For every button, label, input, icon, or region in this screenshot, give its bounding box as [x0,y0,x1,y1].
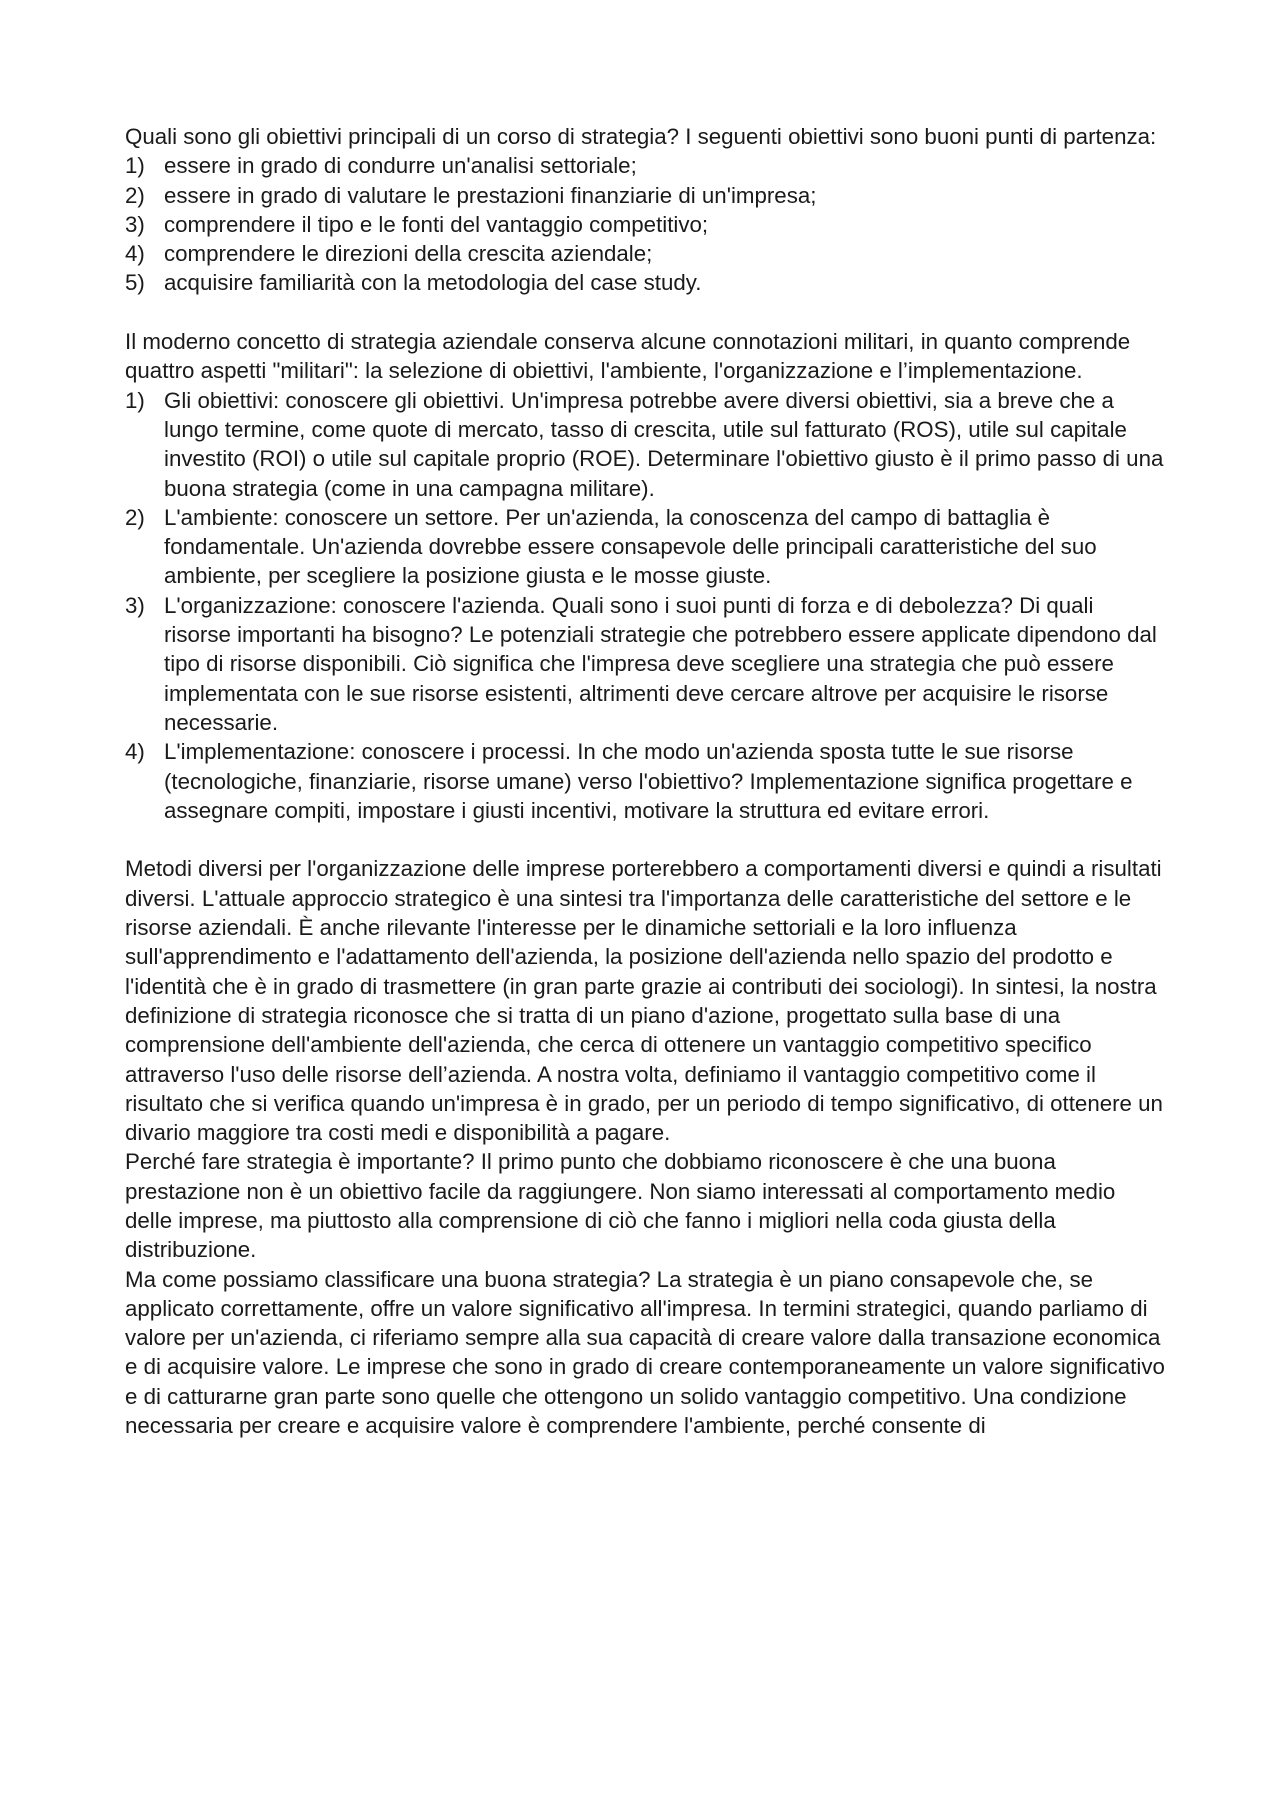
list-item [125,268,1165,297]
list-item-text: L'implementazione: conoscere i processi. In che modo un'azienda sposta tutte le sue risorse (tecnologiche, finanziarie, risorse umane) verso l'obiettivo? Implementazione significa progettare e assegnare compiti, impostare i giusti incentivi, motivare la struttura ed evitare errori. [164,739,1133,823]
list-item [125,591,1165,737]
list-item-text: comprendere il tipo e le fonti del vantaggio competitivo; [164,211,709,237]
list-item-text: comprendere le direzioni della crescita aziendale; [164,241,653,267]
objectives-list [125,151,1165,297]
importance-paragraph: Perché fare strategia è importante? Il primo punto che dobbiamo riconoscere è che una buona prestazione non è un obiettivo facile da raggiungere. Non siamo interessati al comportamento medio delle imprese, ma piuttosto alla comprensione di ciò che fanno i migliori nella coda giusta della distribuzione. [125,1149,1116,1263]
list-item-text: Gli obiettivi: conoscere gli obiettivi. Un'impresa potrebbe avere diversi obiettivi, sia a breve che a lungo termine, come quote di mercato, tasso di crescita, utile sul fatturato (ROS), utile sul capitale investito (ROI) o utile sul capitale proprio (ROE). Determinare l'obiettivo giusto è il primo passo di una buona strategia (come in una campagna militare). [164,387,1164,501]
list-item [125,737,1165,825]
list-item [125,151,1165,180]
list-number: 3) [125,592,145,618]
intro-paragraph: Quali sono gli obiettivi principali di un corso di strategia? I seguenti obiettivi sono buoni punti di partenza: [125,124,1157,149]
military-intro-paragraph: Il moderno concetto di strategia aziendale conserva alcune connotazioni militari, in quanto comprende quattro aspetti "militari": la selezione di obiettivi, l'ambiente, l'organizzazione e l’implementazione. [125,329,1131,384]
list-item-text: essere in grado di condurre un'analisi settoriale; [164,153,637,179]
list-item [125,210,1165,239]
list-number: 5) [125,270,145,296]
classify-paragraph: Ma come possiamo classificare una buona strategia? La strategia è un piano consapevole che, se applicato correttamente, offre un valore significativo all'impresa. In termini strategici, quando parliamo di valore per un'azienda, ci riferiamo sempre alla sua capacità di creare valore dalla transazione economica e di acquisire valore. Le imprese che sono in grado di creare contemporaneamente un valore significativo e di catturarne gran parte sono quelle che ottengono un solido vantaggio competitivo. Una condizione necessaria per creare e acquisire valore è comprendere l'ambiente, perché consente di [125,1266,1165,1439]
list-item [125,386,1165,503]
methods-paragraph: Metodi diversi per l'organizzazione delle imprese porterebbero a comportamenti diversi e quindi a risultati diversi. L'attuale approccio strategico è una sintesi tra l'importanza delle caratteristiche del settore e le risorse aziendali. È anche rilevante l'interesse per le dinamiche settoriali e la loro influenza sull'apprendimento e l'adattamento dell'azienda, la posizione dell'azienda nello spazio del prodotto e l'identità che è in grado di trasmettere (in gran parte grazie ai contributi dei sociologi). In sintesi, la nostra definizione di strategia riconosce che si tratta di un piano d'azione, progettato sulla base di una comprensione dell'ambiente dell'azienda, che cerca di ottenere un vantaggio competitivo specifico attraverso l'uso delle risorse dell’azienda. A nostra volta, definiamo il vantaggio competitivo come il risultato che si verifica quando un'impresa è in grado, per un periodo di tempo significativo, di ottenere un divario maggiore tra costi medi e disponibilità a pagare. [125,856,1163,1146]
list-number: 1) [125,153,145,179]
list-number: 4) [125,739,145,765]
list-number: 2) [125,182,145,208]
list-item-text: L'organizzazione: conoscere l'azienda. Quali sono i suoi punti di forza e di debolezza? Di quali risorse importanti ha bisogno? Le potenziali strategie che potrebbero essere applicate dipendono dal tipo di risorse disponibili. Ciò significa che l'impresa deve scegliere una strategia che può essere implementata con le sue risorse esistenti, altrimenti deve cercare altrove per acquisire le risorse necessarie. [164,592,1157,735]
paragraph-spacer [125,298,1165,327]
aspects-list [125,386,1165,825]
document-page [125,122,1165,1440]
paragraph-spacer [125,825,1165,854]
list-item-text: essere in grado di valutare le prestazioni finanziarie di un'impresa; [164,182,817,208]
list-item-text: acquisire familiarità con la metodologia del case study. [164,270,702,296]
list-item-text: L'ambiente: conoscere un settore. Per un'azienda, la conoscenza del campo di battaglia è fondamentale. Un'azienda dovrebbe essere consapevole delle principali caratteristiche del suo ambiente, per scegliere la posizione giusta e le mosse giuste. [164,504,1097,589]
list-number: 4) [125,241,145,267]
list-item [125,239,1165,268]
list-item [125,181,1165,210]
list-number: 3) [125,211,145,237]
list-item [125,503,1165,591]
list-number: 2) [125,504,145,530]
list-number: 1) [125,387,145,413]
